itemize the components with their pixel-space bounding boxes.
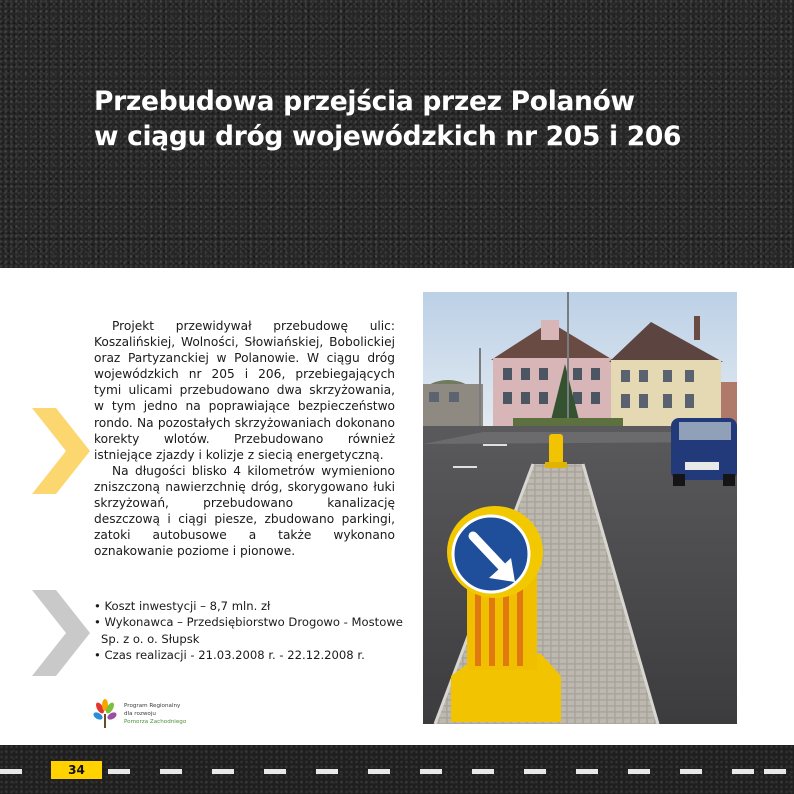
- title-line-2: w ciągu dróg wojewódzkich nr 205 i 206: [94, 121, 682, 152]
- fact-period: • Czas realizacji - 21.03.2008 r. - 22.12.2008 r.: [94, 648, 365, 663]
- fact-contractor: • Wykonawca – Przedsiębiorstwo Drogowo - Mostowe: [94, 615, 403, 630]
- logo-line: dla rozwoju: [124, 710, 156, 717]
- paragraph: Projekt przewidywał przebudowę ulic: Koszalińskiej, Wolności, Słowiańskiej, Bobolickiej oraz Partyzanckiej w Polanowie. W ciągu dróg wojewódzkich nr 205 i 206, przebiegających tymi ulicami przebudowano dwa skrzyżowania, w tym jedno na poprawiające bezpieczeństwo rondo. Na pozostałych skrzyżowaniach dokonano korekty wlotów. Przebudowano również istniejące zjazdy i kolizje z siecią energetyczną.: [94, 319, 395, 462]
- logo-caption: [124, 703, 186, 726]
- chevron-right-icon: [32, 408, 90, 494]
- chevron-right-icon: [32, 590, 90, 676]
- project-facts: [94, 598, 414, 664]
- paragraph: Na długości blisko 4 kilometrów wymieniono zniszczoną nawierzchnię dróg, skorygowano łuki skrzyżowań, przebudowano kanalizację deszczową i ciągi piesze, zbudowano parkingi, zatoki autobusowe a także wykonano oznakowanie poziome i pionowe.: [94, 463, 395, 559]
- page-title: [94, 84, 681, 154]
- fact-contractor-continued: Sp. z o. o. Słupsk: [101, 631, 200, 646]
- article-body: [94, 318, 395, 559]
- page-number: 34: [51, 761, 102, 779]
- logo-line: Pomorza Zachodniego: [124, 718, 187, 725]
- fact-cost: • Koszt inwestycji – 8,7 mln. zł: [94, 599, 271, 613]
- logo-line: Program Regionalny: [124, 703, 181, 709]
- asphalt-header: [0, 0, 794, 268]
- roundabout-photo: [423, 292, 737, 724]
- road-markings: [0, 767, 794, 777]
- title-line-1: Przebudowa przejścia przez Polanów: [94, 86, 635, 117]
